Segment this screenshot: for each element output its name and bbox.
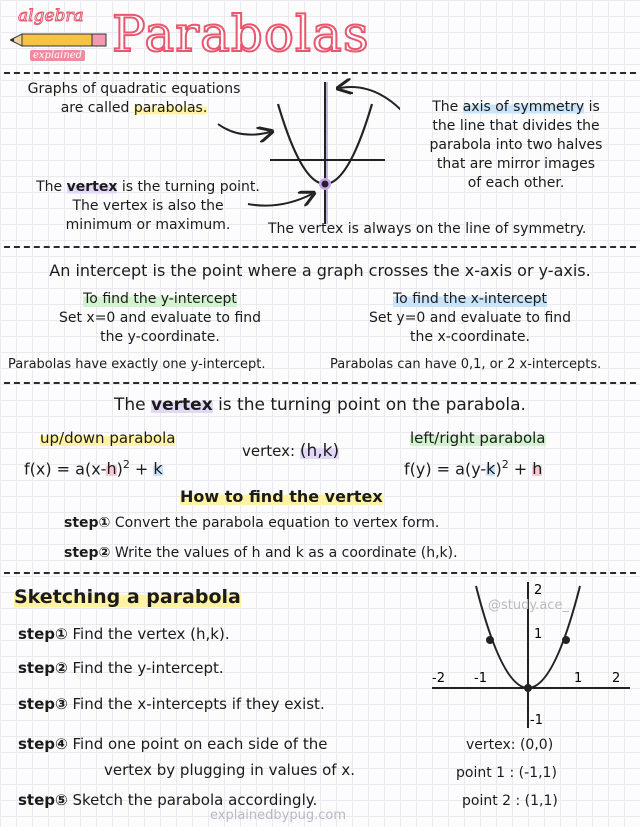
updown-eq-plus: + [129,459,154,479]
updown-eq-a: f(x) = a(x- [24,459,107,479]
leftright-label: left/right parabola [410,429,546,447]
sketch-step-3 [18,694,325,714]
axis-line-1-pre: The [432,99,459,115]
vertex-line-3: minimum or maximum. [65,217,231,233]
sketch-step-4-continued: vertex by plugging in values of x. [104,761,356,779]
sketch-step-2 [18,658,224,678]
x-intercept-block [330,290,610,347]
vertex-line-1-post: is the turning point. [121,179,260,195]
pencil-icon [10,32,110,52]
updown-eq-h: h [106,459,117,479]
graphs-line-2-pre: are called [60,100,130,116]
lr-eq-plus: + [508,459,533,479]
vertex-always-note: The vertex is always on the line of symmetry. [268,221,587,237]
tick-x-1: 1 [574,671,583,686]
vertex-heading-post: is the turning point on the parabola. [218,395,526,415]
sketch-step-2-text: Find the y-intercept. [72,659,224,677]
logo [8,4,108,61]
vertex-form [242,440,339,462]
how-to-heading: How to find the vertex [180,487,383,506]
sketching-heading: Sketching a parabola [14,586,241,608]
sketch-step-1-text: Find the vertex (h,k). [72,625,230,643]
vertex-line-1-pre: The [36,179,63,195]
vertex-heading-highlight: vertex [151,395,213,415]
x-intercept-line-2: the x-coordinate. [410,329,530,345]
axis-line-4: that are mirror images [436,156,596,172]
tick-y-neg1: -1 [530,713,543,728]
vertex-line-2: The vertex is also the [72,198,224,214]
divider [4,572,636,574]
tick-x-neg2: -2 [432,671,445,686]
site-watermark: explainedbypug.com [210,808,346,823]
tick-x-neg1: -1 [474,671,487,686]
logo-bottom-text: explained [30,50,85,61]
sketch-point-2: point 2 : (1,1) [462,793,558,809]
lr-eq-a: f(y) = a(y- [404,459,487,479]
y-intercept-line-1: Set x=0 and evaluate to find [58,310,262,326]
sketch-vertex: vertex: (0,0) [466,737,554,753]
vertex-step-1-label: step① [64,515,111,531]
updown-equation [24,454,163,479]
vertex-step-1 [64,514,439,533]
leftright-equation [404,454,542,479]
sketch-step-3-text: Find the x-intercepts if they exist. [72,695,325,713]
x-intercept-note: Parabolas can have 0,1, or 2 x-intercepts. [330,357,602,372]
vertex-line-1 [12,178,284,197]
lr-eq-square: 2 [501,458,509,471]
vertex-point [524,684,532,692]
updown-eq-square: 2 [122,458,130,471]
updown-eq-k: k [153,459,163,479]
y-intercept-block [20,290,300,347]
lr-eq-b: ) [495,459,502,479]
updown-eq-b: ) [116,459,123,479]
sketch-step-2-label: step② [18,659,68,677]
logo-top-text: algebra [18,6,84,26]
intercept-heading: An intercept is the point where a graph crosses the x-axis or y-axis. [49,261,591,280]
vertex-text [12,178,284,235]
vertex-heading [0,394,640,416]
sketch-step-5-label: step⑤ [18,791,68,809]
graphs-line-1: Graphs of quadratic equations [27,81,241,97]
vertex-step-2-text: Write the values of h and k as a coordinate (h,k). [114,545,458,561]
page-title: Parabolas [112,5,370,63]
axis-line-2: the line that divides the [432,118,600,134]
vertex-form-label: vertex: [242,442,296,460]
sketch-step-1 [18,624,230,644]
sketch-step-3-label: step③ [18,695,68,713]
handle-watermark: @study.ace_ [488,598,569,613]
sketch-step-5 [18,790,317,810]
vertex-form-value: (h,k) [299,441,340,461]
point-1 [486,636,494,644]
vertex-highlight: vertex [66,179,118,195]
x-intercept-title: To find the x-intercept [393,291,547,307]
y-intercept-note: Parabolas have exactly one y-intercept. [8,357,266,372]
divider [4,382,636,384]
x-intercept-line-1: Set y=0 and evaluate to find [368,310,572,326]
vertex-step-2-label: step② [64,545,111,561]
vertex-heading-pre: The [114,395,146,415]
tick-y-1: 1 [534,627,543,642]
axis-line-1-post: is [588,99,600,115]
axis-line-1 [398,98,634,117]
sketch-step-1-label: step① [18,625,68,643]
axis-line-5: of each other. [467,175,565,191]
axis-line-3: parabola into two halves [429,137,603,153]
sketch-step-4-label: step④ [18,735,68,753]
y-intercept-title: To find the y-intercept [83,291,237,307]
point-2 [562,636,570,644]
y-intercept-line-2: the y-coordinate. [100,329,220,345]
vertex-step-2 [64,544,458,563]
vertex-step-1-text: Convert the parabola equation to vertex form. [114,515,440,531]
divider [4,246,636,248]
updown-label: up/down parabola [40,429,176,447]
axis-text [398,98,634,193]
sketch-step-4-text: Find one point on each side of the [72,735,328,753]
parabolas-highlight: parabolas. [133,100,208,116]
sketch-step-5-text: Sketch the parabola accordingly. [72,791,318,809]
sketch-point-1: point 1 : (-1,1) [456,765,557,781]
axis-of-symmetry-highlight: axis of symmetry [462,99,585,115]
lr-eq-h: h [532,459,543,479]
lr-eq-k: k [486,459,496,479]
tick-y-2: 2 [534,583,543,598]
sketch-step-4 [18,734,327,754]
tick-x-2: 2 [612,671,621,686]
